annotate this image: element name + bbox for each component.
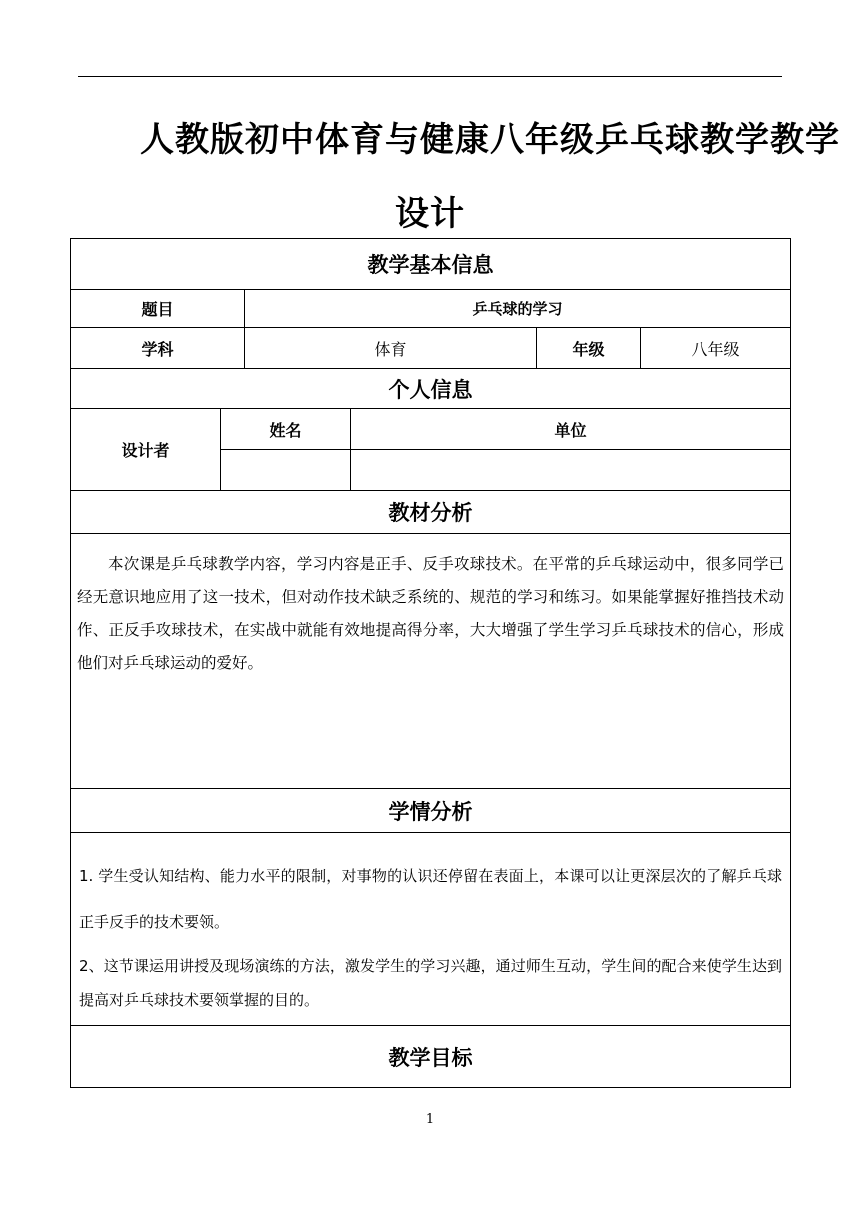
topic-value: 乒乓球的学习 xyxy=(245,290,791,328)
lesson-plan-table xyxy=(70,238,791,1088)
learner-analysis-content xyxy=(71,833,791,1026)
learner-point-2: 2、这节课运用讲授及现场演练的方法，激发学生的学习兴趣，通过师生互动，学生间的配合来使学生达到提高对乒乓球技术要领掌握的目的。 xyxy=(79,957,783,1009)
section-material-analysis: 教材分析 xyxy=(71,491,791,534)
section-basic-info: 教学基本信息 xyxy=(71,239,791,290)
material-analysis-text: 本次课是乒乓球教学内容，学习内容是正手、反手攻球技术。在平常的乒乓球运动中，很多同学已经无意识地应用了这一技术，但对动作技术缺乏系统的、规范的学习和练习。如果能掌握好推挡技术动作、正反手攻球技术，在实战中就能有效地提高得分率，大大增强了学生学习乒乓球技术的信心，形成他们对乒乓球运动的爱好。 xyxy=(71,534,791,789)
grade-label: 年级 xyxy=(537,328,641,369)
grade-value: 八年级 xyxy=(641,328,791,369)
subject-label: 学科 xyxy=(71,328,245,369)
name-label: 姓名 xyxy=(221,409,351,450)
document-title-continued: 设计 xyxy=(395,194,465,234)
unit-label: 单位 xyxy=(351,409,791,450)
document-title: 人教版初中体育与健康八年级乒乓球教学教学 xyxy=(140,120,840,160)
name-value xyxy=(221,450,351,491)
section-learner-analysis: 学情分析 xyxy=(71,789,791,833)
section-teaching-goals: 教学目标 xyxy=(71,1026,791,1088)
learner-point-1: 1. 学生受认知结构、能力水平的限制，对事物的认识还停留在表面上，本课可以让更深层次的了解乒乓球正手反手的技术要领。 xyxy=(79,867,783,931)
section-personal-info: 个人信息 xyxy=(71,369,791,409)
subject-value: 体育 xyxy=(245,328,537,369)
page-number: 1 xyxy=(425,1112,435,1127)
unit-value xyxy=(351,450,791,491)
topic-label: 题目 xyxy=(71,290,245,328)
designer-label: 设计者 xyxy=(71,409,221,491)
header-rule xyxy=(78,76,782,77)
